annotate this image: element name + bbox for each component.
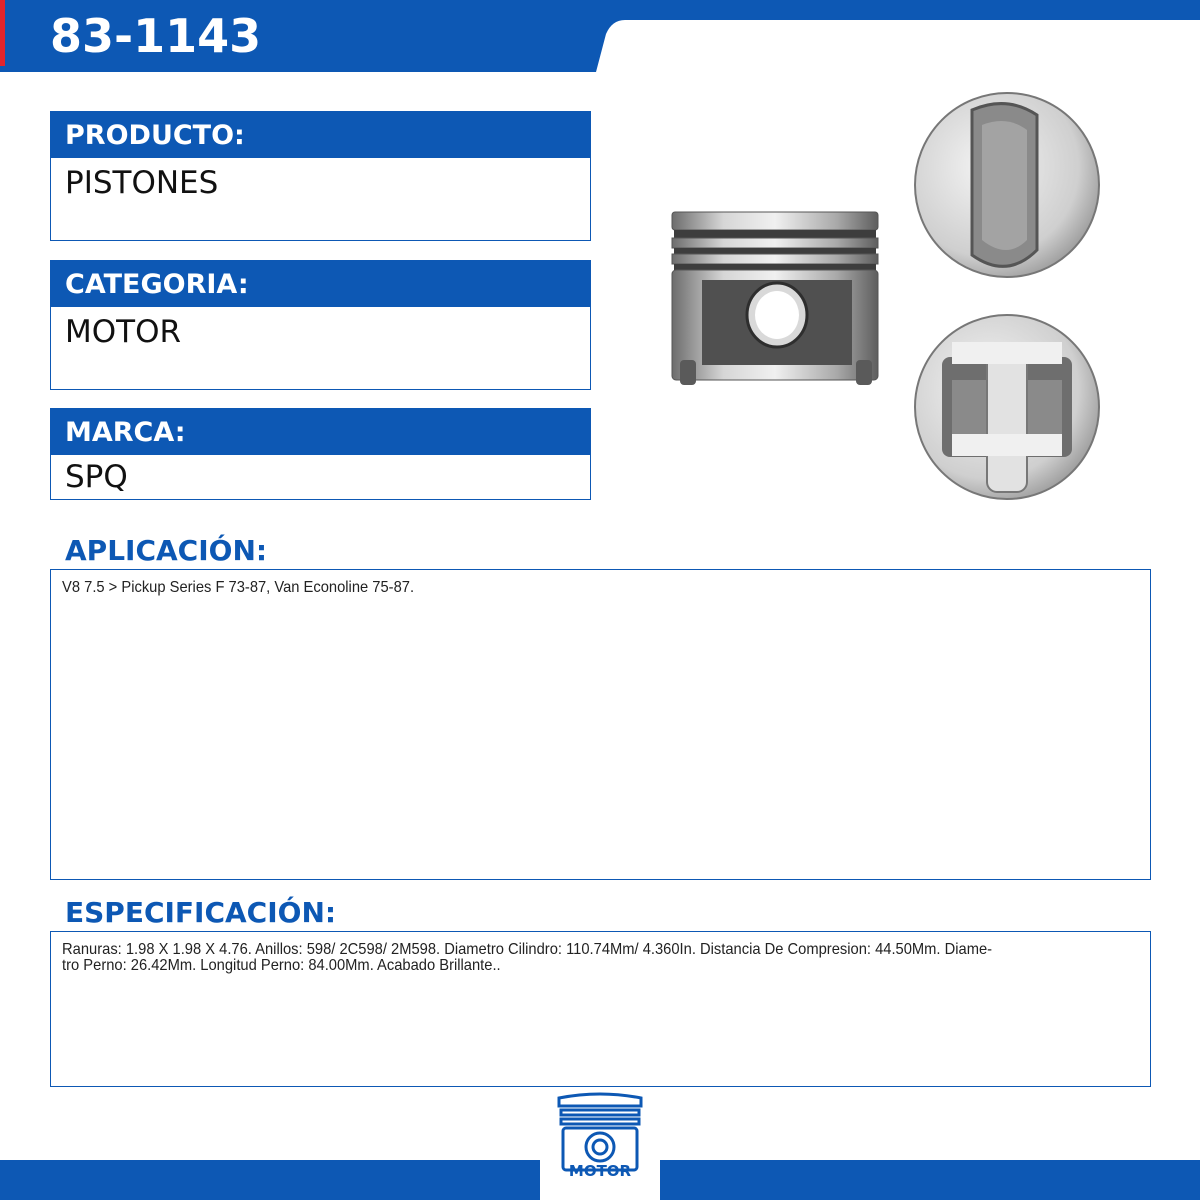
especificacion-line-2: tro Perno: 26.42Mm. Longitud Perno: 84.00Mm. Acabado Brillante.. bbox=[62, 957, 501, 974]
marca-label: MARCA: bbox=[51, 409, 590, 455]
especificacion-box bbox=[50, 931, 1151, 1087]
piston-bottom-image bbox=[912, 312, 1102, 502]
part-number-title: 83-1143 bbox=[50, 9, 262, 63]
aplicacion-text: V8 7.5 > Pickup Series F 73-87, Van Econoline 75-87. bbox=[62, 579, 415, 596]
piston-top-image bbox=[912, 90, 1102, 280]
marca-box bbox=[50, 408, 591, 500]
producto-label: PRODUCTO: bbox=[51, 112, 590, 158]
categoria-label: CATEGORIA: bbox=[51, 261, 590, 307]
aplicacion-title: APLICACIÓN: bbox=[65, 534, 268, 567]
especificacion-text bbox=[51, 932, 1159, 974]
aplicacion-box bbox=[50, 569, 1151, 880]
categoria-value: MOTOR bbox=[65, 314, 182, 350]
producto-value: PISTONES bbox=[65, 165, 219, 201]
producto-box bbox=[50, 111, 591, 241]
marca-value: SPQ bbox=[65, 459, 128, 495]
piston-icon bbox=[555, 1090, 645, 1200]
piston-side-image bbox=[660, 200, 890, 395]
accent-stripe bbox=[0, 0, 5, 66]
especificacion-line-1: Ranuras: 1.98 X 1.98 X 4.76. Anillos: 598/ 2C598/ 2M598. Diametro Cilindro: 110.74Mm/ 4.360In. Distancia De Compresion: 44.50Mm. Diame- bbox=[62, 941, 993, 958]
categoria-box bbox=[50, 260, 591, 390]
especificacion-title: ESPECIFICACIÓN: bbox=[65, 896, 337, 929]
footer-category-label: MOTOR bbox=[568, 1162, 632, 1180]
